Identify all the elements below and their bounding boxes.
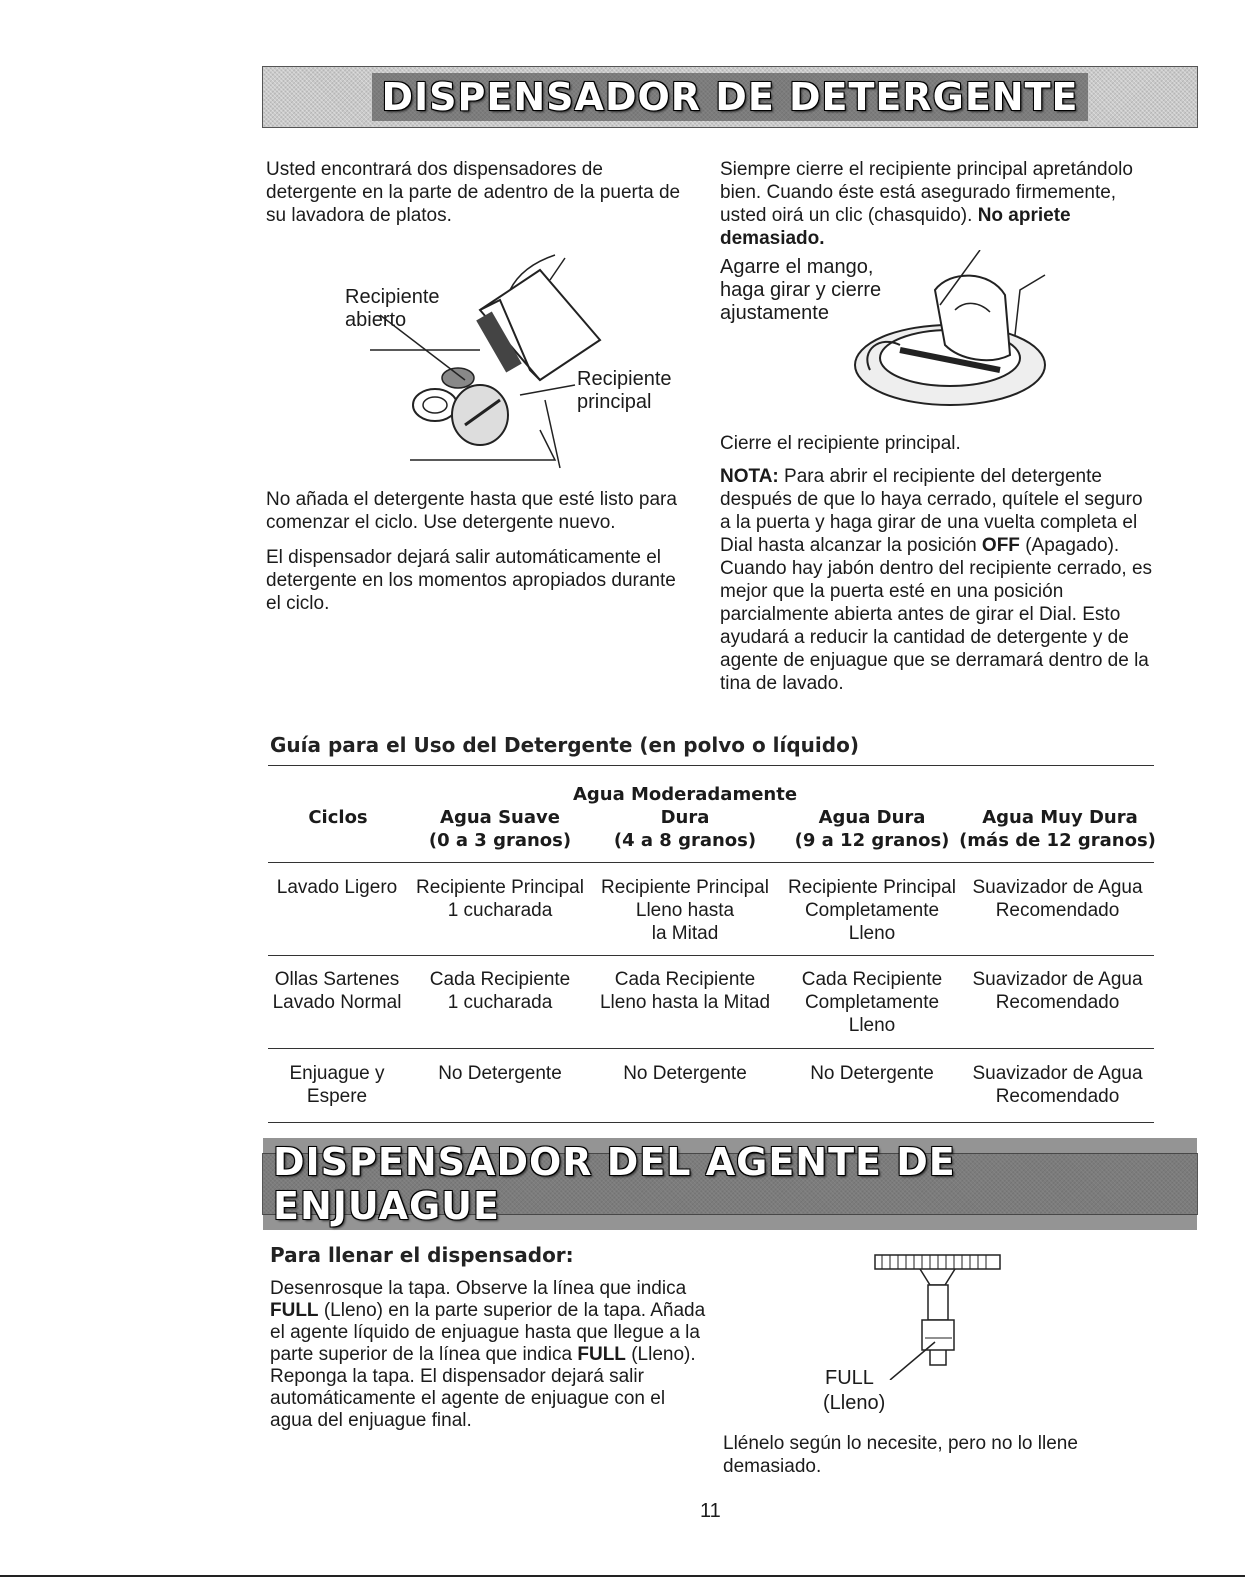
header-suave: Agua Suave (440, 807, 560, 828)
header-dura: Agua Dura (818, 807, 926, 828)
callout-agarre: Agarre el mango, haga girar y cierre ajustamente (720, 256, 882, 324)
table-cell: Suavizador de Agua Recomendado (972, 969, 1143, 1013)
header-muy-dura-sub: (más de 12 granos) (959, 830, 1156, 851)
right-paragraph-1: Siempre cierre el recipiente principal apretándolo bien. Cuando éste está asegurado firmemente, usted oirá un clic (chasquido). No apriete demasiado. (720, 159, 1133, 249)
table-top-rule (268, 765, 1154, 766)
rinse-paragraph: Desenrosque la tapa. Observe la línea que indica FULL (Lleno) en la parte superior de la tapa. Añada el agente líquido de enjuague hasta que llegue a la parte superior de la línea que indica FULL (Lleno). Reponga la tapa. El dispensador dejará salir automáticamente el agente de enjuague con el agua del enjuague final. (270, 1278, 706, 1431)
header-suave-sub: (0 a 3 granos) (428, 830, 572, 851)
section-banner-rinse (262, 1140, 1198, 1228)
table-cell: Lavado Ligero (276, 877, 398, 898)
table-row-rule (268, 1048, 1154, 1049)
rinse-heading: Para llenar el dispensador: (270, 1243, 574, 1267)
table-cell: No Detergente (438, 1063, 562, 1084)
table-cell: No Detergente (810, 1063, 934, 1084)
table-cell: Suavizador de Agua Recomendado (972, 1063, 1143, 1107)
label-lleno: (Lleno) (823, 1392, 886, 1414)
left-paragraph-1: No añada el detergente hasta que esté listo para comenzar el ciclo. Use detergente nuevo. (266, 489, 677, 533)
close-dispenser-illustration (840, 250, 1060, 415)
banner-title: DISPENSADOR DEL AGENTE DE ENJUAGUE (263, 1138, 1197, 1230)
table-cell: Recipiente Principal Completamente Lleno (788, 877, 956, 944)
table-cell: Enjuague y Espere (289, 1063, 385, 1107)
header-ciclos: Ciclos (308, 807, 368, 828)
table-cell: Cada Recipiente 1 cucharada (429, 969, 571, 1013)
label-full: FULL (825, 1367, 874, 1389)
table-cell: Suavizador de Agua Recomendado (972, 877, 1143, 921)
left-paragraph-2: El dispensador dejará salir automáticamente el detergente en los momentos apropiados durante el ciclo. (266, 547, 676, 614)
label-recipiente-abierto: Recipiente abierto (345, 286, 440, 331)
header-moderada-sub: (4 a 8 granos) (613, 830, 757, 851)
label-recipiente-principal: Recipiente principal (577, 368, 672, 413)
rinse-cap-illustration (870, 1250, 1010, 1380)
header-moderada-top: Agua Moderadamente (572, 784, 798, 805)
page-number: 11 (700, 1500, 721, 1522)
table-bottom-rule (268, 1122, 1154, 1123)
intro-paragraph: Usted encontrará dos dispensadores de detergente en la parte de adentro de la puerta de su lavadora de platos. (266, 159, 681, 226)
header-moderada: Dura (660, 807, 710, 828)
table-cell: Recipiente Principal 1 cucharada (416, 877, 584, 921)
detergent-pour-illustration (340, 250, 640, 470)
table-header-rule (268, 862, 1154, 863)
table-cell: Recipiente Principal Lleno hasta la Mitad (601, 877, 769, 944)
table-cell: Ollas Sartenes Lavado Normal (272, 969, 402, 1013)
banner-title: DISPENSADOR DE DETERGENTE (372, 73, 1089, 121)
header-muy-dura: Agua Muy Dura (982, 807, 1138, 828)
right-caption: Cierre el recipiente principal. (720, 433, 961, 454)
table-row-rule (268, 955, 1154, 956)
section-banner-detergent (262, 66, 1198, 128)
table-cell: No Detergente (623, 1063, 747, 1084)
header-dura-sub: (9 a 12 granos) (794, 830, 950, 851)
table-cell: Cada Recipiente Lleno hasta la Mitad (599, 969, 771, 1013)
rinse-caption: Llénelo según lo necesite, pero no lo llene demasiado. (723, 1433, 1078, 1477)
guide-heading: Guía para el Uso del Detergente (en polvo o líquido) (270, 733, 859, 757)
table-cell: Cada Recipiente Completamente Lleno (801, 969, 943, 1036)
page-bottom-rule (0, 1575, 1245, 1577)
nota-paragraph: NOTA: Para abrir el recipiente del detergente después de que lo haya cerrado, quítele el seguro a la puerta y haga girar de una vuelta completa el Dial hasta alcanzar la posición OFF (Apagado). Cuando hay jabón dentro del recipiente cerrado, es mejor que la puerta esté en una posición parcialmente abierta antes de girar el Dial. Esto ayudará a reducir la cantidad de detergente y de agente de enjuague que se derramará dentro de la tina de lavado. (720, 466, 1153, 694)
